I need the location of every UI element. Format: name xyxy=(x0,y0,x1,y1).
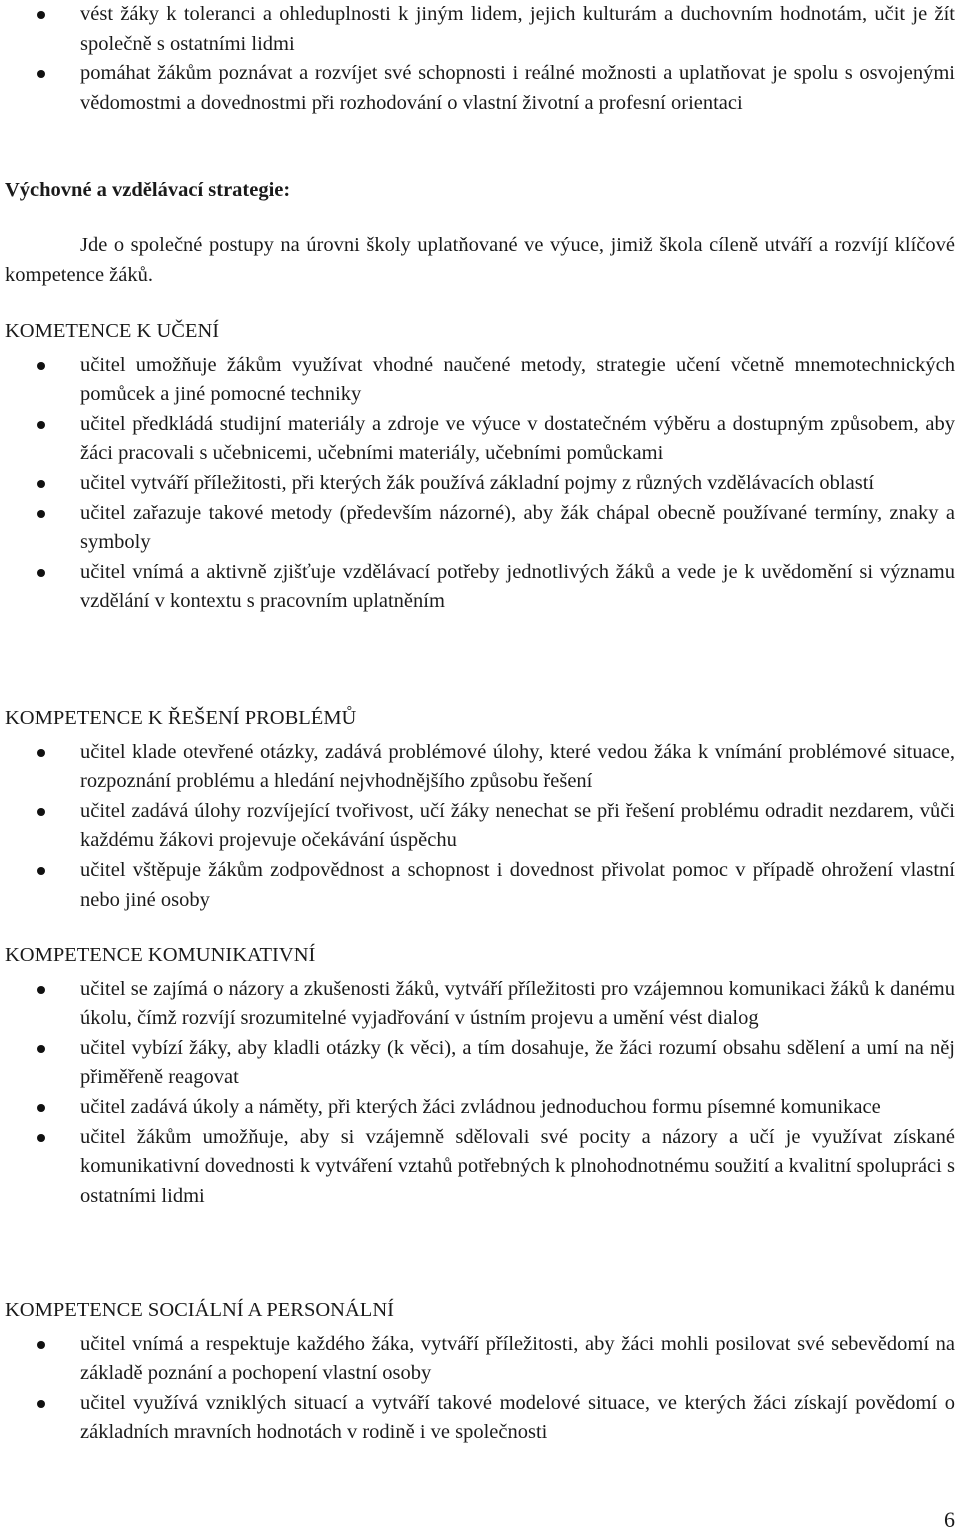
bullet-icon xyxy=(37,569,45,577)
bullet-icon xyxy=(37,70,45,78)
section-social-personal xyxy=(0,1296,960,1448)
bullet-icon xyxy=(37,480,45,488)
list-item: učitel využívá vzniklých situací a vytváří takové modelové situace, ve kterých žáci získají povědomí o základních mravních hodnotách v rodině i ve společnosti xyxy=(0,1389,960,1448)
intro-bullet-list xyxy=(0,0,960,118)
list-item: učitel zařazuje takové metody (především názorné), aby žák chápal obecně používané termíny, znaky a symboly xyxy=(0,499,960,558)
list-item: učitel se zajímá o názory a zkušenosti žáků, vytváří příležitosti pro vzájemnou komunikaci žáků k danému úkolu, čímž rozvíjí srozumitelné vyjadřování v ústním projevu a umění vést dialog xyxy=(0,975,960,1034)
list-item: učitel klade otevřené otázky, zadává problémové úlohy, které vedou žáka k vnímání problémové situace, rozpoznání problému a hledání nejvhodnějšího způsobu řešení xyxy=(0,738,960,797)
bullet-icon xyxy=(37,11,45,19)
list-item: učitel vnímá a respektuje každého žáka, vytváří příležitosti, aby žáci mohli posilovat své sebevědomí na základě poznání a pochopení vlastní osoby xyxy=(0,1330,960,1389)
page-number: 6 xyxy=(944,1507,955,1533)
list-item: učitel vnímá a aktivně zjišťuje vzdělávací potřeby jednotlivých žáků a vede je k uvědomění si významu vzdělání v kontextu s pracovním uplatněním xyxy=(0,558,960,617)
list-item: učitel předkládá studijní materiály a zdroje ve výuce v dostatečném výběru a dostupným způsobem, aby žáci pracovali s učebnicemi, učebními materiály, učebními pomůckami xyxy=(0,410,960,469)
list-item: učitel vybízí žáky, aby kladli otázky (k věci), a tím dosahuje, že žáci rozumí obsahu sdělení a umí na něj přiměřeně reagovat xyxy=(0,1034,960,1093)
section-title: KOMPETENCE KOMUNIKATIVNÍ xyxy=(5,944,316,966)
strategies-heading: Výchovné a vzdělávací strategie: xyxy=(5,179,291,201)
bullet-icon xyxy=(37,362,45,370)
section-problem-solving xyxy=(0,704,960,915)
bullet-icon xyxy=(37,1400,45,1408)
bullet-icon xyxy=(37,867,45,875)
list-item: pomáhat žákům poznávat a rozvíjet své schopnosti i reálné možnosti a uplatňovat je spolu s osvojenými vědomostmi a dovednostmi při rozhodování o vlastní životní a profesní orientaci xyxy=(0,59,960,118)
section-title: KOMPETENCE K ŘEŠENÍ PROBLÉMŮ xyxy=(5,707,357,729)
list-item: vést žáky k toleranci a ohleduplnosti k jiným lidem, jejich kulturám a duchovním hodnotám, učit je žít společně s ostatními lidmi xyxy=(0,0,960,59)
bullet-icon xyxy=(37,510,45,518)
section-bullet-list xyxy=(0,975,960,1212)
bullet-icon xyxy=(37,1134,45,1142)
list-item: učitel zadává úlohy rozvíjející tvořivost, učí žáky nenechat se při řešení problému odradit nezdarem, vůči každému žákovi projevuje očekávání úspěchu xyxy=(0,797,960,856)
bullet-icon xyxy=(37,421,45,429)
list-item: učitel vštěpuje žákům zodpovědnost a schopnost i dovednost přivolat pomoc v případě ohrožení vlastní nebo jiné osoby xyxy=(0,856,960,915)
section-bullet-list xyxy=(0,351,960,617)
list-item: učitel umožňuje žákům využívat vhodné naučené metody, strategie učení včetně mnemotechnických pomůcek a jiné pomocné techniky xyxy=(0,351,960,410)
section-learning xyxy=(0,317,960,617)
section-bullet-list xyxy=(0,738,960,916)
section-title: KOMETENCE K UČENÍ xyxy=(5,320,220,342)
section-communicative xyxy=(0,941,960,1211)
bullet-icon xyxy=(37,986,45,994)
strategies-paragraph: Jde o společné postupy na úrovni školy uplatňované ve výuce, jimiž škola cíleně utváří a rozvíjí klíčové kompetence žáků. xyxy=(5,234,955,286)
bullet-icon xyxy=(37,1045,45,1053)
list-item: učitel vytváří příležitosti, při kterých žák používá základní pojmy z různých vzdělávacích oblastí xyxy=(0,469,960,499)
bullet-icon xyxy=(37,1341,45,1349)
bullet-icon xyxy=(37,1104,45,1112)
list-item: učitel zadává úkoly a náměty, při kterých žáci zvládnou jednoduchou formu písemné komunikace xyxy=(0,1093,960,1123)
bullet-icon xyxy=(37,808,45,816)
list-item: učitel žákům umožňuje, aby si vzájemně sdělovali své pocity a názory a učí je využívat získané komunikativní dovednosti k vytváření vztahů potřebných k plnohodnotnému soužití a kvalitní spolupráci s ostatními lidmi xyxy=(0,1123,960,1212)
section-title: KOMPETENCE SOCIÁLNÍ A PERSONÁLNÍ xyxy=(5,1299,394,1321)
bullet-icon xyxy=(37,749,45,757)
section-bullet-list xyxy=(0,1330,960,1448)
